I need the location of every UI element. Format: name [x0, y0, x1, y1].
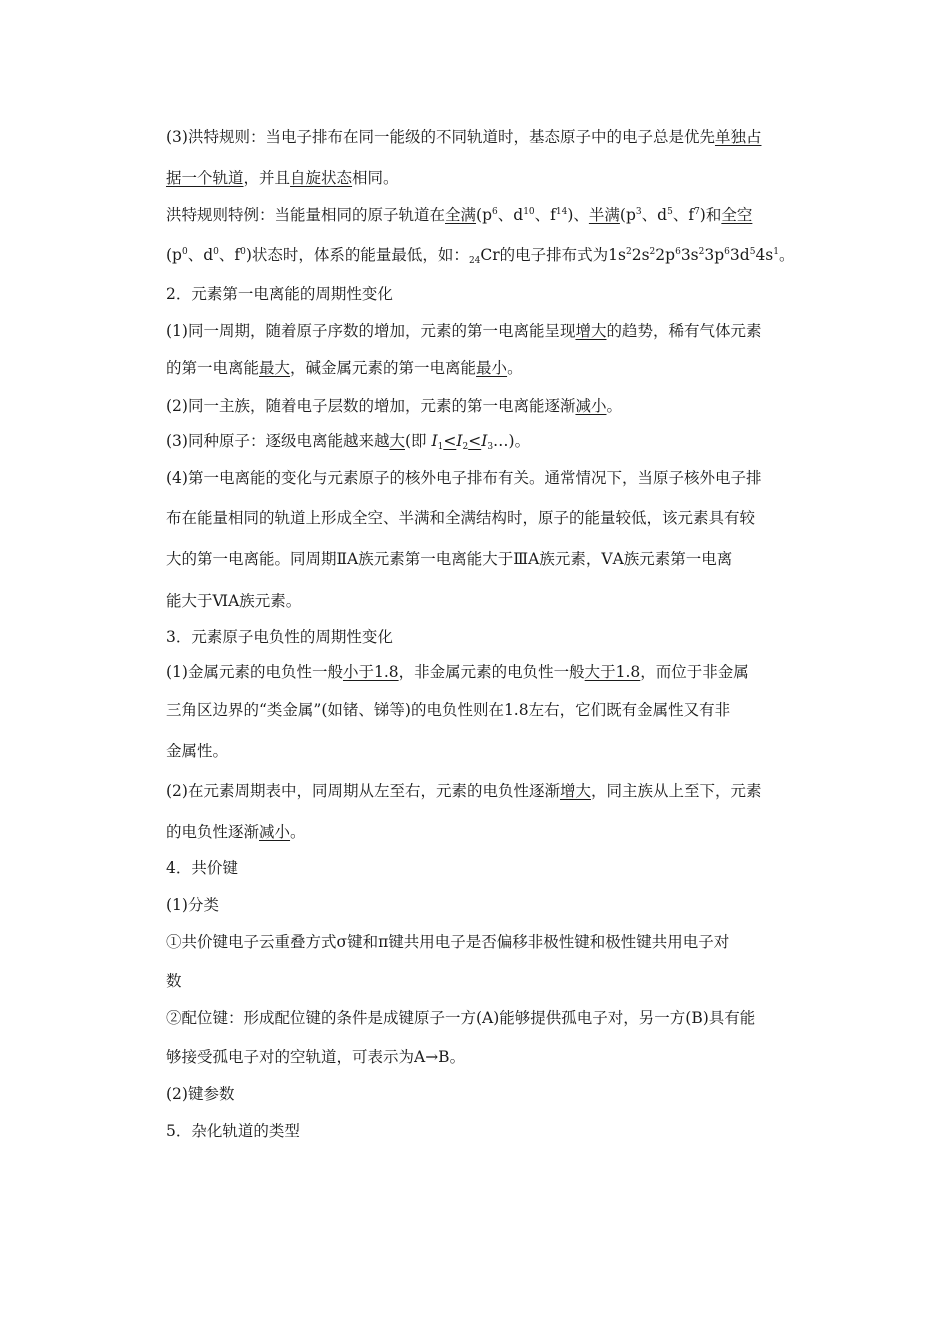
text: ，并且 — [243, 169, 291, 187]
text: 、f — [218, 246, 241, 264]
paragraph-line — [166, 822, 816, 842]
text: (p — [166, 246, 182, 264]
text: 4s — [755, 246, 774, 264]
superscript: 0 — [181, 247, 188, 257]
text: 3p — [704, 246, 725, 264]
underlined-answer: 增大 — [575, 322, 607, 340]
hund-rule-line-1 — [166, 127, 816, 147]
paragraph-line — [166, 591, 816, 611]
text: (1)分类 — [166, 896, 219, 914]
text: (1)金属元素的电负性一般 — [166, 663, 343, 681]
text: (2)键参数 — [166, 1085, 235, 1103]
underlined-answer: 增大 — [559, 782, 591, 800]
paragraph-line — [166, 662, 816, 682]
text: (p — [476, 206, 493, 224]
underlined-answer: 单独占 — [714, 128, 762, 146]
paragraph-line — [166, 508, 816, 528]
superscript: 2 — [649, 247, 656, 257]
heading-text: 3．元素原子电负性的周期性变化 — [166, 628, 393, 646]
paragraph-line — [166, 358, 816, 378]
text: 、d — [641, 206, 668, 224]
text: 的第一电离能 — [166, 359, 260, 377]
superscript: 0 — [240, 247, 246, 257]
superscript: 5 — [667, 207, 673, 217]
text: 3s — [680, 246, 699, 264]
text: ，碱金属元素的第一电离能 — [290, 359, 477, 377]
text: 。 — [606, 397, 622, 415]
heading-text: 5．杂化轨道的类型 — [166, 1122, 300, 1140]
subscript: 2 — [462, 442, 469, 452]
text: 够接受孤电子对的空轨道，可表示为A→B。 — [166, 1048, 466, 1066]
paragraph-line — [166, 741, 816, 761]
superscript: 5 — [749, 247, 756, 257]
text: Cr的电子排布式为1s — [480, 246, 626, 264]
underlined-answer: 全满 — [445, 206, 477, 224]
text: 布在能量相同的轨道上形成全空、半满和全满结构时，原子的能量较低，该元素具有较 — [166, 509, 756, 527]
text: 金属性。 — [166, 742, 229, 760]
paragraph-line — [166, 1047, 816, 1067]
hund-exception-line-1 — [166, 205, 816, 225]
text: ①共价键电子云重叠方式σ键和π键共用电子是否偏移非极性键和极性键共用电子对 — [166, 933, 730, 951]
text: ，同主族从上至下，元素 — [590, 782, 762, 800]
text: (p — [619, 206, 636, 224]
subheading — [166, 895, 816, 915]
text: 洪特规则特例：当能量相同的原子轨道在 — [166, 206, 446, 224]
text: 的趋势，稀有气体元素 — [606, 322, 762, 340]
superscript: 7 — [694, 207, 700, 217]
text: 的电负性逐渐 — [166, 823, 260, 841]
text: 。 — [779, 246, 795, 264]
text: (1)同一周期，随着原子序数的增加，元素的第一电离能呈现 — [166, 322, 576, 340]
text: (2)同一主族，随着电子层数的增加，元素的第一电离能逐渐 — [166, 397, 576, 415]
text: 能大于ⅥA族元素。 — [166, 592, 302, 610]
text: 。 — [507, 359, 523, 377]
underlined-answer: < — [468, 432, 482, 450]
paragraph-line — [166, 396, 816, 416]
text: (4)第一电离能的变化与元素原子的核外电子排布有关。通常情况下，当原子核外电子排 — [166, 469, 762, 487]
text: 3d — [729, 246, 750, 264]
superscript: 6 — [492, 207, 498, 217]
heading-text: 2．元素第一电离能的周期性变化 — [166, 285, 393, 303]
text: 、d — [497, 206, 524, 224]
section-heading — [166, 284, 816, 304]
text: 2p — [655, 246, 676, 264]
underlined-answer: 自旋状态 — [290, 169, 353, 187]
subscript: 24 — [468, 256, 481, 266]
superscript: 6 — [675, 247, 681, 257]
hund-exception-line-2 — [166, 245, 816, 265]
underlined-answer: 半满 — [588, 206, 620, 224]
text: 三角区边界的“类金属”(如锗、锑等)的电负性则在1.8左右，它们既有金属性又有非 — [166, 701, 731, 719]
superscript: 14 — [555, 207, 568, 217]
text: (即 — [404, 432, 432, 450]
text: (2)在元素周期表中，同周期从左至右，元素的电负性逐渐 — [166, 782, 560, 800]
text: 相同。 — [352, 169, 399, 187]
text: (3)同种原子：逐级电离能越来越 — [166, 432, 390, 450]
text: 2s — [631, 246, 650, 264]
text: 大的第一电离能。同周期ⅡA族元素第一电离能大于ⅢA族元素，ⅤA族元素第一电离 — [166, 550, 733, 568]
subscript: 1 — [437, 442, 444, 452]
section-heading — [166, 858, 816, 878]
underlined-answer: 大 — [389, 432, 405, 450]
superscript: 10 — [523, 207, 535, 217]
text: 。 — [290, 823, 306, 841]
superscript: 2 — [698, 247, 705, 257]
math-symbol: I — [456, 432, 463, 450]
math-symbol: I — [481, 432, 488, 450]
paragraph-line — [166, 431, 816, 451]
underlined-answer: 小于1.8 — [342, 663, 399, 681]
section-heading — [166, 627, 816, 647]
superscript: 0 — [213, 247, 219, 257]
text: 数 — [166, 972, 182, 990]
text: ，非金属元素的电负性一般 — [398, 663, 585, 681]
underlined-answer: 减小 — [259, 823, 291, 841]
paragraph-line — [166, 971, 816, 991]
text: (3)洪特规则：当电子排布在同一能级的不同轨道时，基态原子中的电子总是优先 — [166, 128, 715, 146]
underlined-answer: 大于1.8 — [584, 663, 641, 681]
text: ②配位键：形成配位键的条件是成键原子一方(A)能够提供孤电子对，另一方(B)具有能 — [166, 1009, 756, 1027]
text: )状态时，体系的能量最低，如： — [245, 246, 469, 264]
underlined-answer: 减小 — [575, 397, 607, 415]
underlined-answer: 据一个轨道 — [166, 169, 244, 187]
paragraph-line — [166, 932, 816, 952]
superscript: 6 — [724, 247, 730, 257]
underlined-answer: 最大 — [259, 359, 291, 377]
paragraph-line — [166, 700, 816, 720]
underlined-answer: < — [443, 432, 457, 450]
superscript: 3 — [635, 207, 642, 217]
text: 、f — [672, 206, 695, 224]
paragraph-line — [166, 1008, 816, 1028]
paragraph-line — [166, 781, 816, 801]
text: )和 — [699, 206, 722, 224]
heading-text: 4．共价键 — [166, 859, 238, 877]
math-symbol: I — [431, 432, 438, 450]
subscript: 3 — [487, 442, 494, 452]
superscript: 1 — [773, 247, 779, 257]
hund-rule-line-2 — [166, 168, 816, 188]
text: 、d — [187, 246, 214, 264]
superscript: 2 — [625, 247, 632, 257]
paragraph-line — [166, 321, 816, 341]
section-heading — [166, 1121, 816, 1141]
text: ，而位于非金属 — [640, 663, 749, 681]
underlined-answer: 全空 — [721, 206, 753, 224]
paragraph-line — [166, 549, 816, 569]
text: …)。 — [493, 432, 531, 450]
underlined-answer: 最小 — [476, 359, 508, 377]
paragraph-line — [166, 468, 816, 488]
text: )、 — [567, 206, 589, 224]
subheading — [166, 1084, 816, 1104]
text: 、f — [534, 206, 556, 224]
